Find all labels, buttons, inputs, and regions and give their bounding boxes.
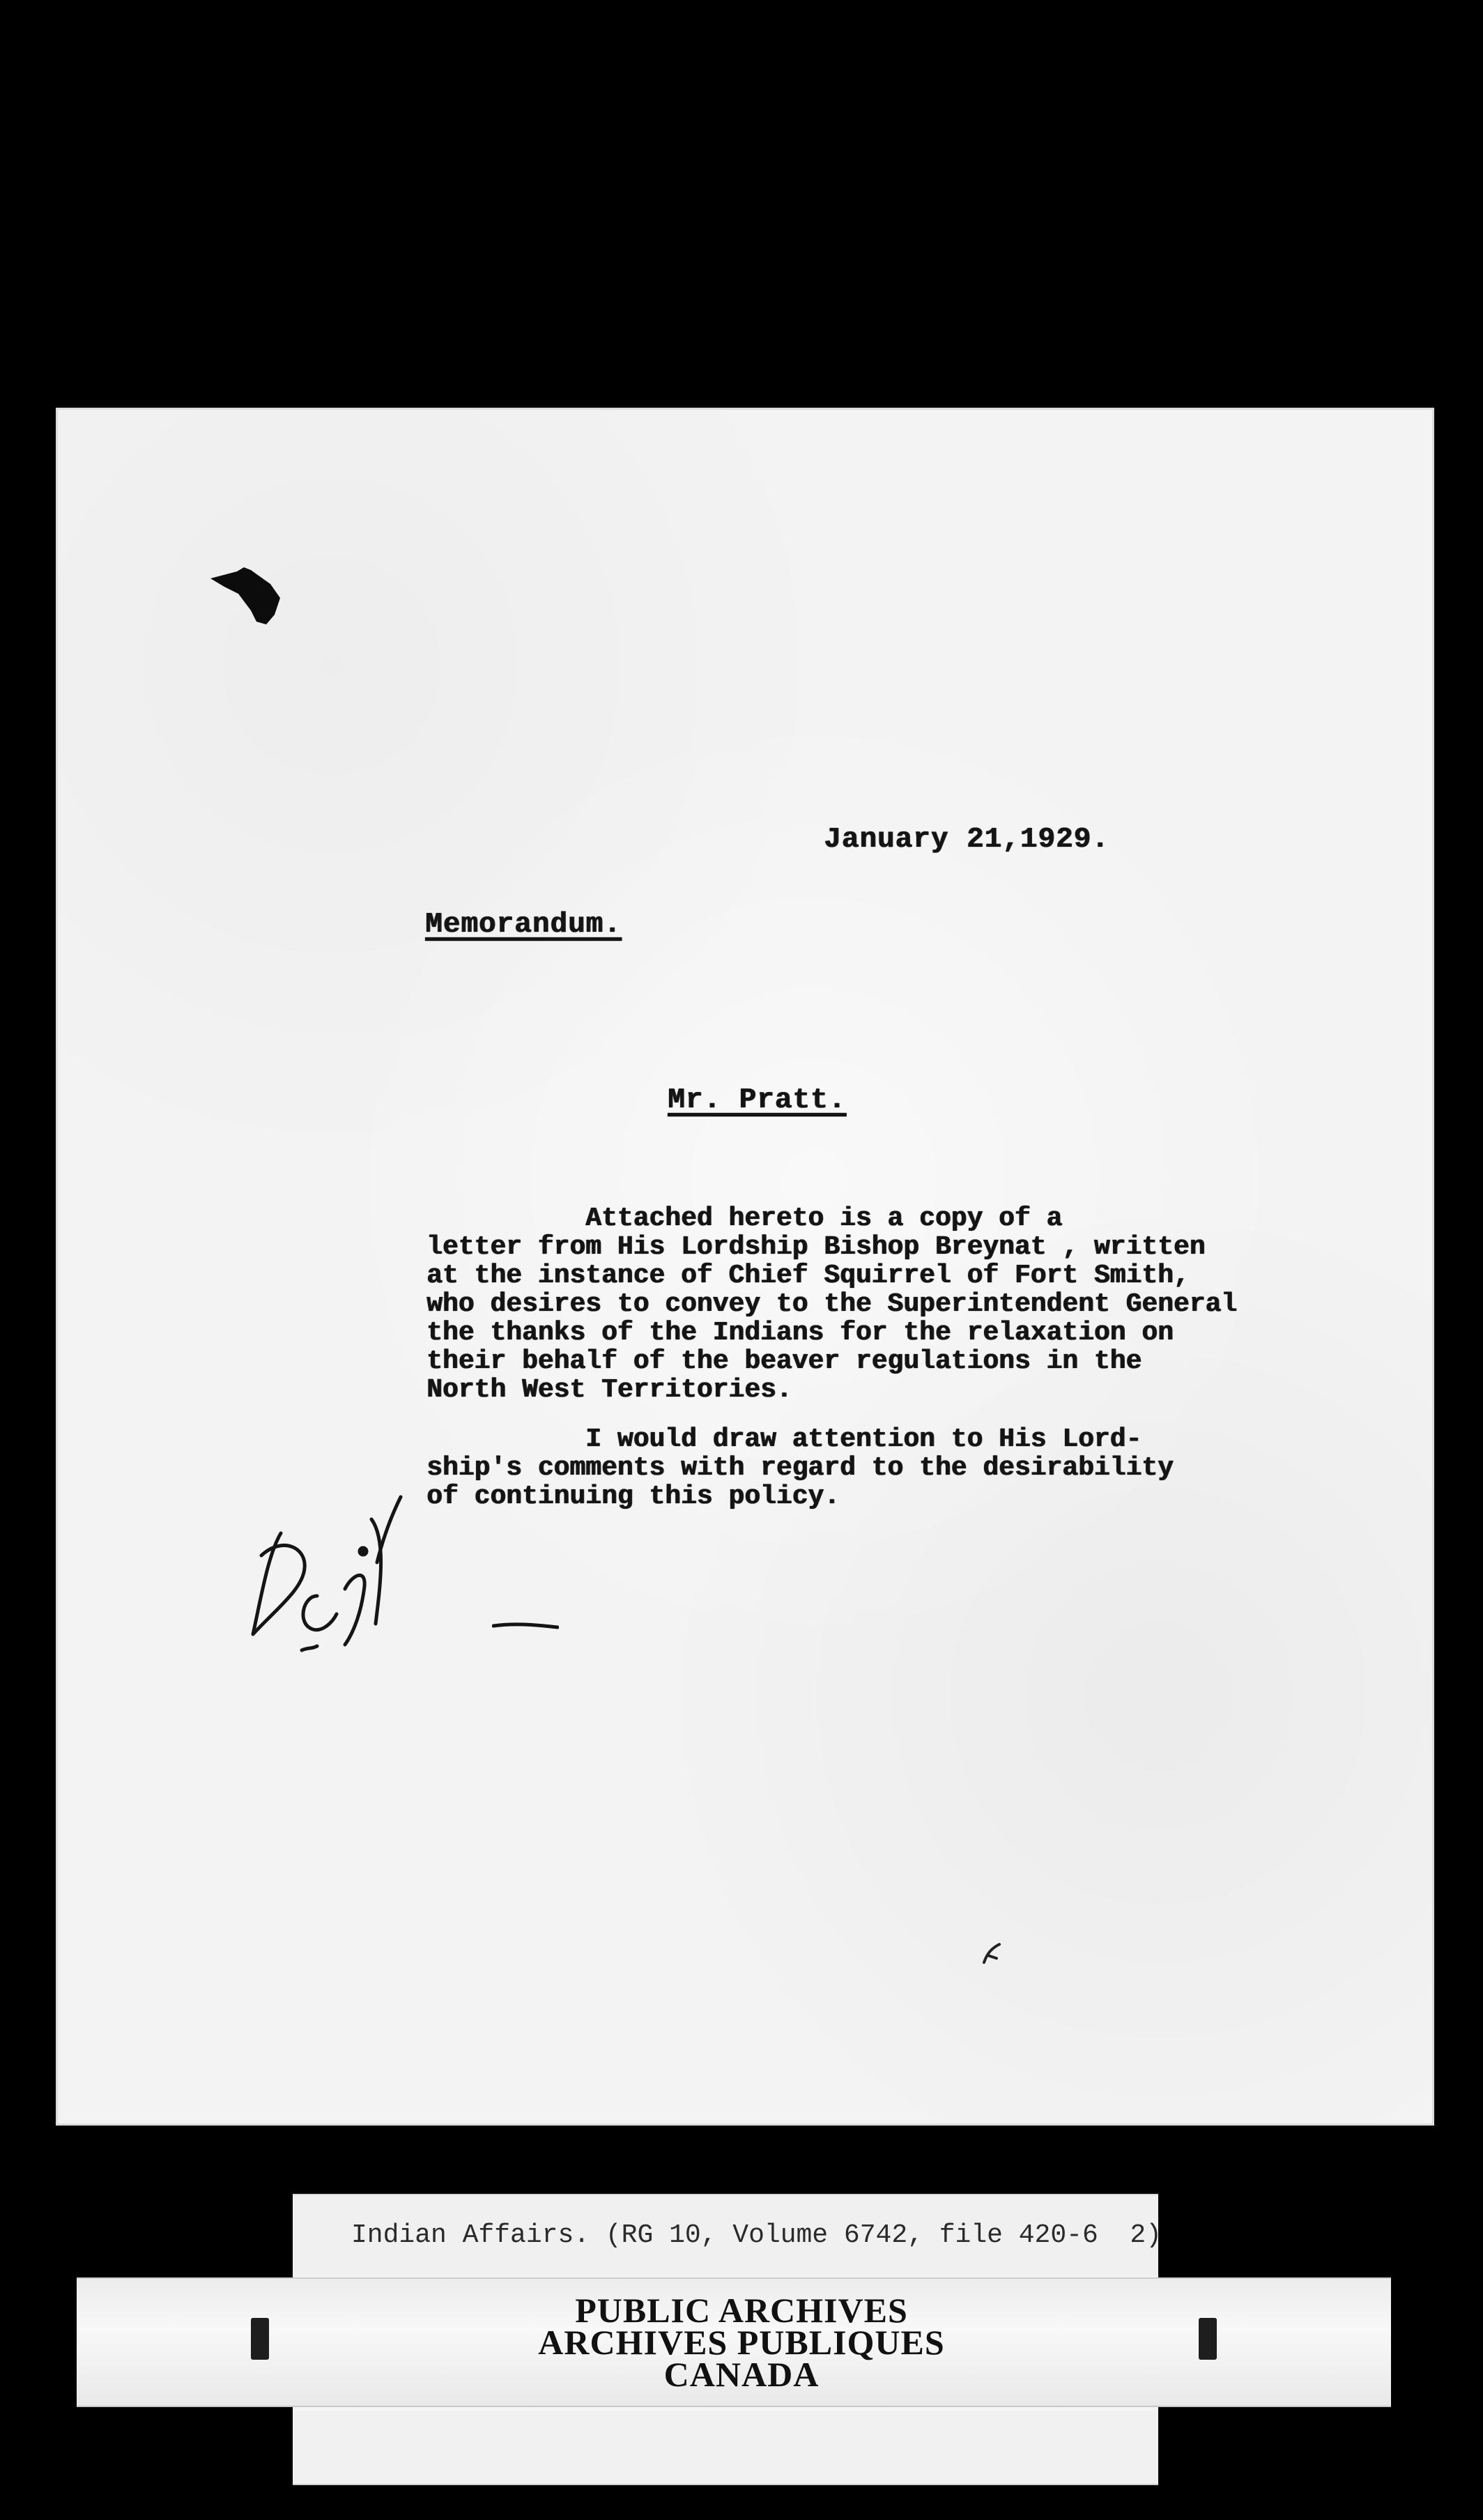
- body-line: I would draw attention to His Lord-: [427, 1424, 1142, 1454]
- body-line: the thanks of the Indians for the relaxation on: [427, 1318, 1174, 1348]
- handwritten-signature: [240, 1491, 436, 1659]
- body-line: ship's comments with regard to the desirability: [427, 1453, 1174, 1483]
- body-line: at the instance of Chief Squirrel of Fort Smith,: [427, 1261, 1190, 1291]
- stamp-line: ARCHIVES PUBLIQUES: [538, 2323, 945, 2362]
- memo-addressee: Mr. Pratt.: [668, 1084, 847, 1116]
- label-bottom-strip: [293, 2411, 1158, 2485]
- body-line: North West Territories.: [427, 1375, 792, 1405]
- ink-blot-mark: [210, 566, 287, 629]
- pen-dash-mark: [492, 1621, 559, 1631]
- stamp-line: CANADA: [663, 2355, 820, 2394]
- stamp-line: PUBLIC ARCHIVES: [575, 2291, 908, 2330]
- body-line: Attached hereto is a copy of a: [427, 1204, 1063, 1234]
- memo-body: [427, 1204, 1332, 1511]
- archive-stamp: [0, 2291, 1483, 2394]
- paragraph-gap: [427, 1404, 1332, 1425]
- small-pen-mark: [978, 1939, 1006, 1967]
- body-line: of continuing this policy.: [427, 1482, 840, 1512]
- memo-date: January 21,1929.: [824, 824, 1109, 856]
- archive-reference: Indian Affairs. (RG 10, Volume 6742, file 420-6 2): [351, 2220, 1162, 2250]
- body-line: their behalf of the beaver regulations in the: [427, 1346, 1142, 1376]
- body-line: who desires to convey to the Superintendent General: [427, 1289, 1237, 1319]
- archive-reference-strip: [293, 2194, 1162, 2279]
- memo-heading: Memorandum.: [425, 909, 622, 941]
- body-line: letter from His Lordship Bishop Breynat , written: [427, 1232, 1206, 1262]
